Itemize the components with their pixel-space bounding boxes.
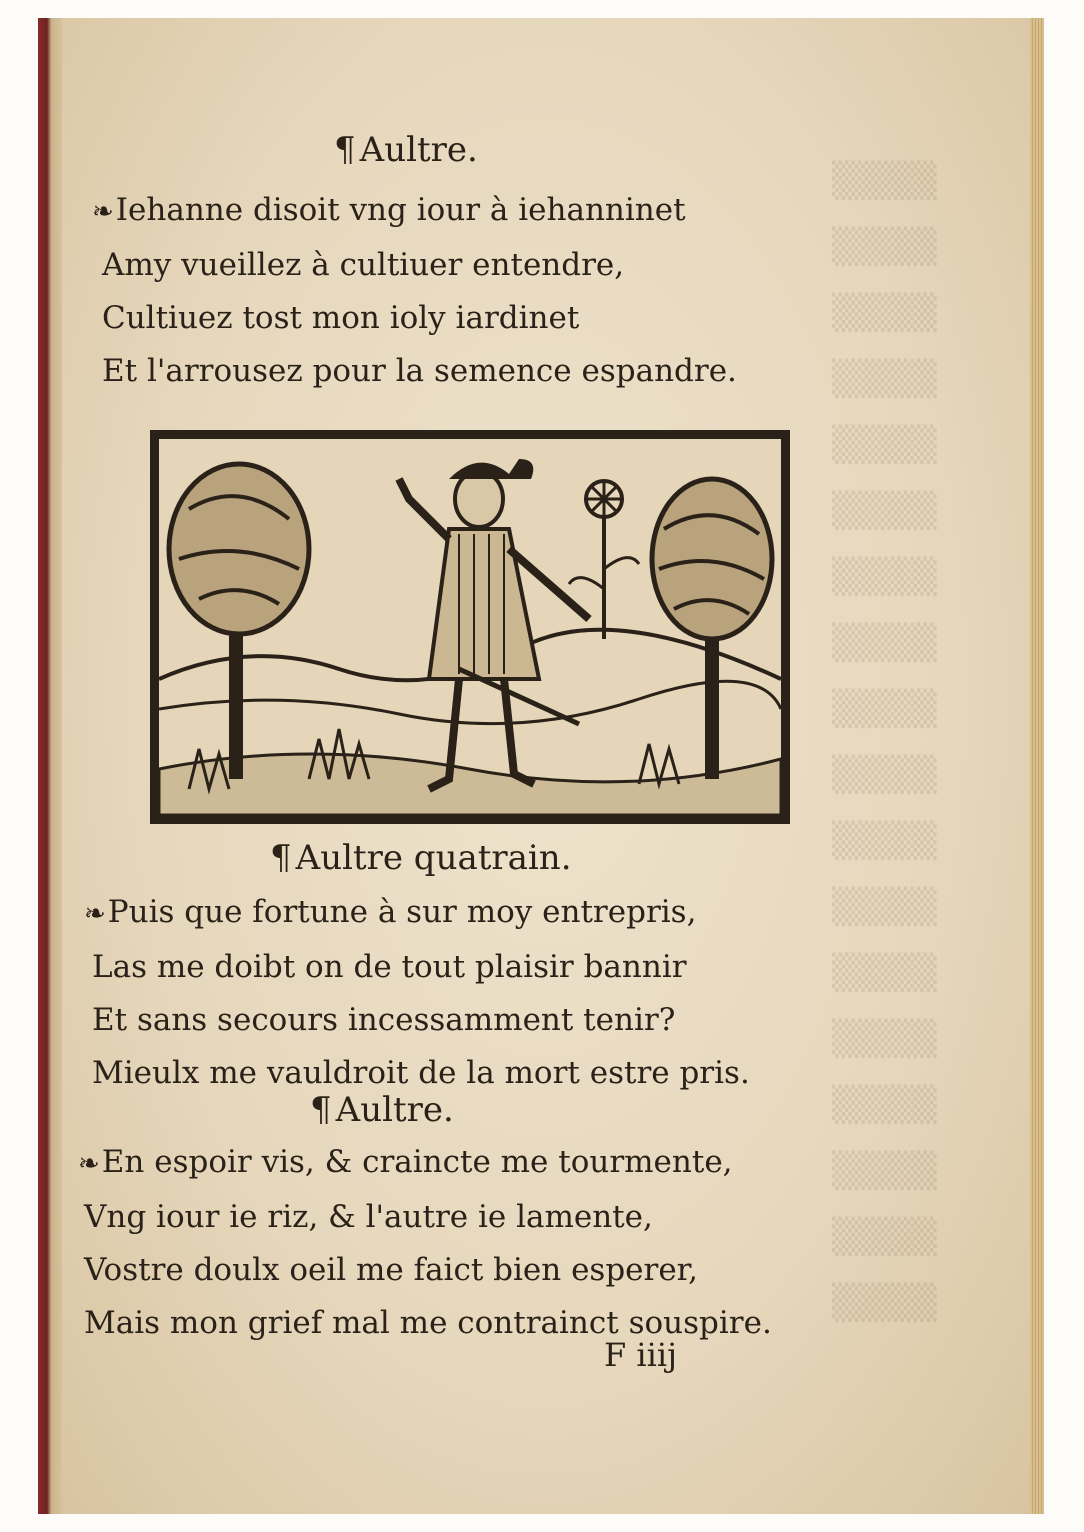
verse-line: Et l'arrousez pour la semence espandre.	[102, 353, 737, 389]
heading-text: Aultre quatrain.	[295, 838, 572, 878]
verse-line: Las me doibt on de tout plaisir bannir	[92, 949, 687, 985]
show-through-shadow: ▒▒▒▒ ▒▒▒▒ ▒▒▒▒ ▒▒▒▒ ▒▒▒▒ ▒▒▒▒ ▒▒▒▒ ▒▒▒▒ ▒▒▒▒ ▒▒▒▒ ▒▒▒▒ ▒▒▒▒ ▒▒▒▒ ▒▒▒▒ ▒▒▒▒ ▒▒▒▒ ▒▒▒▒ ▒▒▒▒	[832, 161, 937, 1323]
page-edges	[1030, 18, 1044, 1514]
section-heading	[270, 838, 572, 878]
verse-stanza	[78, 1136, 772, 1350]
verse-line-text: En espoir vis, & craincte me tourmente,	[101, 1144, 733, 1180]
fleuron-icon: ❧	[92, 197, 114, 227]
verse-line: Amy vueillez à cultiuer entendre,	[102, 247, 625, 283]
verse-line: Vostre doulx oeil me faict bien esperer,	[84, 1252, 698, 1288]
heading-text: Aultre.	[359, 130, 478, 170]
verse-line: Mieulx me vauldroit de la mort estre pris.	[92, 1055, 750, 1091]
verse-line	[84, 886, 750, 941]
verse-line	[78, 1136, 772, 1191]
man-with-flower-between-trees-icon	[159, 439, 781, 815]
fleuron-icon: ❧	[78, 1149, 100, 1179]
verse-line-text: Puis que fortune à sur moy entrepris,	[107, 894, 697, 930]
woodcut-illustration	[150, 430, 790, 824]
verse-line-text: Iehanne disoit vng iour à iehanninet	[115, 192, 686, 228]
section-heading	[334, 130, 478, 170]
pilcrow-icon: ¶	[310, 1090, 332, 1130]
verse-line: Mais mon grief mal me contrainct souspire.	[84, 1305, 772, 1341]
pilcrow-icon: ¶	[270, 838, 292, 878]
pilcrow-icon: ¶	[334, 130, 356, 170]
signature-mark: F iiij	[604, 1336, 677, 1374]
section-heading	[310, 1090, 454, 1130]
verse-line	[92, 184, 737, 239]
verse-stanza	[84, 886, 750, 1100]
verse-line: Cultiuez tost mon ioly iardinet	[102, 300, 580, 336]
heading-text: Aultre.	[335, 1090, 454, 1130]
verse-line: Et sans secours incessamment tenir?	[92, 1002, 676, 1038]
verse-line: Vng iour ie riz, & l'autre ie lamente,	[84, 1199, 653, 1235]
verse-stanza	[92, 184, 737, 398]
fleuron-icon: ❧	[84, 899, 106, 929]
